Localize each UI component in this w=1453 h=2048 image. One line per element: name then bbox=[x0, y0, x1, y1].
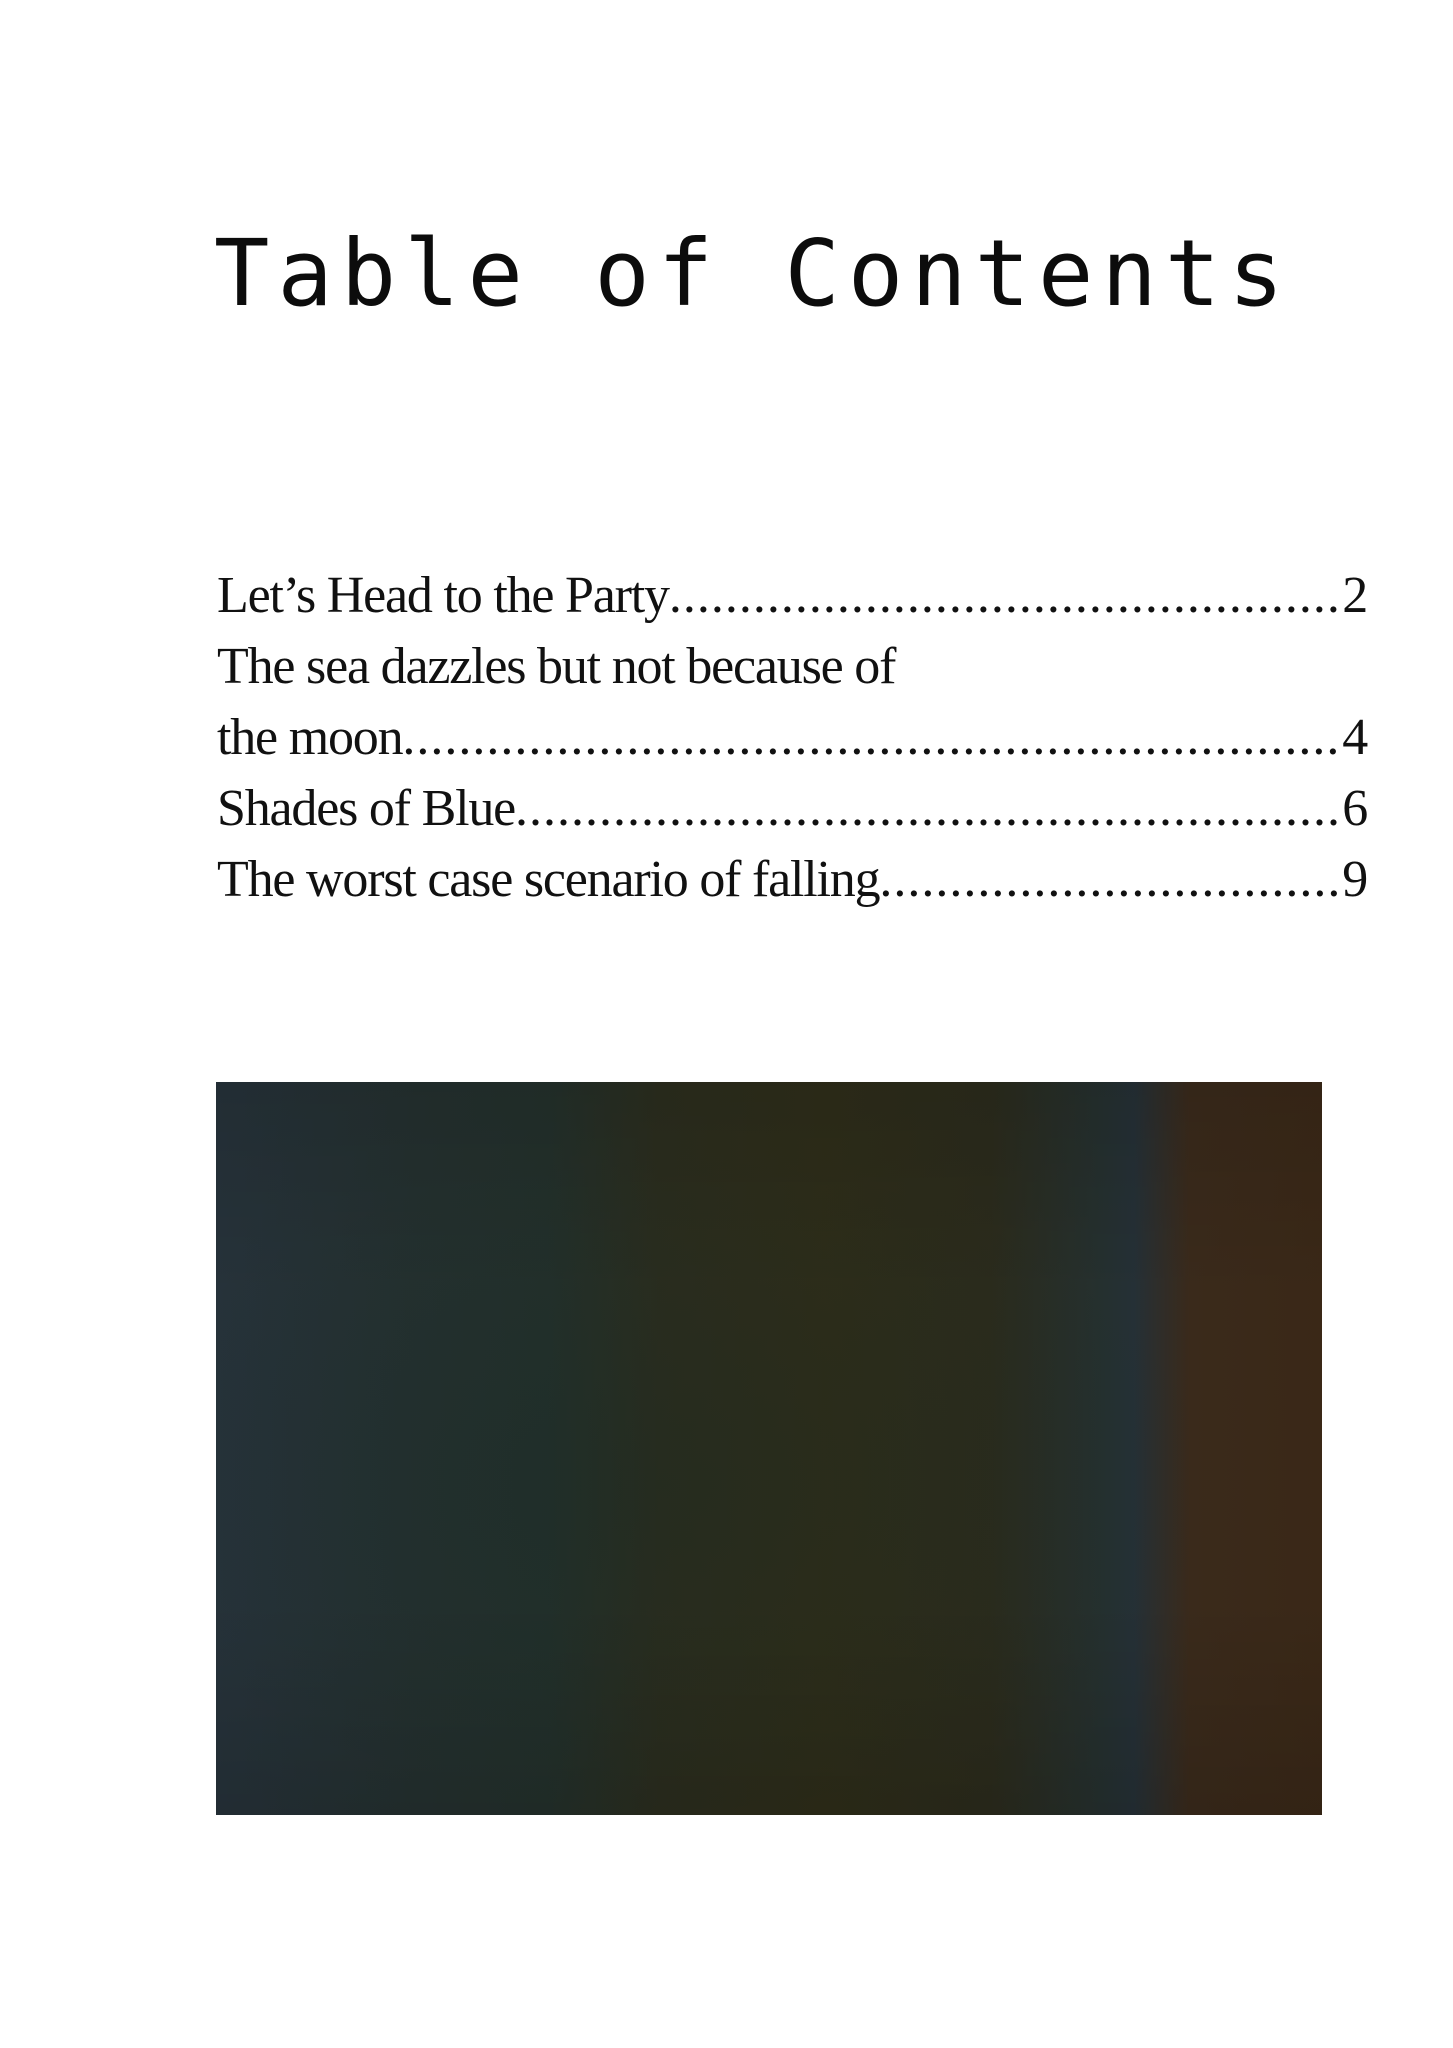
toc-entry-page: 9 bbox=[1342, 851, 1367, 908]
toc-entry-title: The worst case scenario of falling bbox=[217, 851, 880, 908]
toc-entry bbox=[217, 844, 1367, 915]
page-title: Table of Contents bbox=[214, 220, 1292, 327]
toc-entry bbox=[217, 702, 1367, 773]
toc-entry-title: Shades of Blue bbox=[217, 780, 516, 837]
toc-leader-dots bbox=[669, 560, 1342, 631]
toc-leader-dots bbox=[879, 844, 1342, 915]
toc-leader-dots bbox=[515, 773, 1342, 844]
toc-leader-dots bbox=[402, 702, 1342, 773]
toc-entry bbox=[217, 773, 1367, 844]
toc-entry-title: the moon bbox=[217, 709, 403, 766]
toc-entry-page: 2 bbox=[1342, 567, 1367, 624]
toc-entry-page: 6 bbox=[1342, 780, 1367, 837]
toc-entry bbox=[217, 560, 1367, 631]
toc-entry-title-first-line: The sea dazzles but not because of bbox=[217, 638, 896, 695]
table-of-contents bbox=[217, 560, 1367, 915]
toc-entry-title: Let’s Head to the Party bbox=[217, 567, 669, 624]
dark-film-photo bbox=[216, 1082, 1322, 1815]
toc-entry-page: 4 bbox=[1342, 709, 1367, 766]
